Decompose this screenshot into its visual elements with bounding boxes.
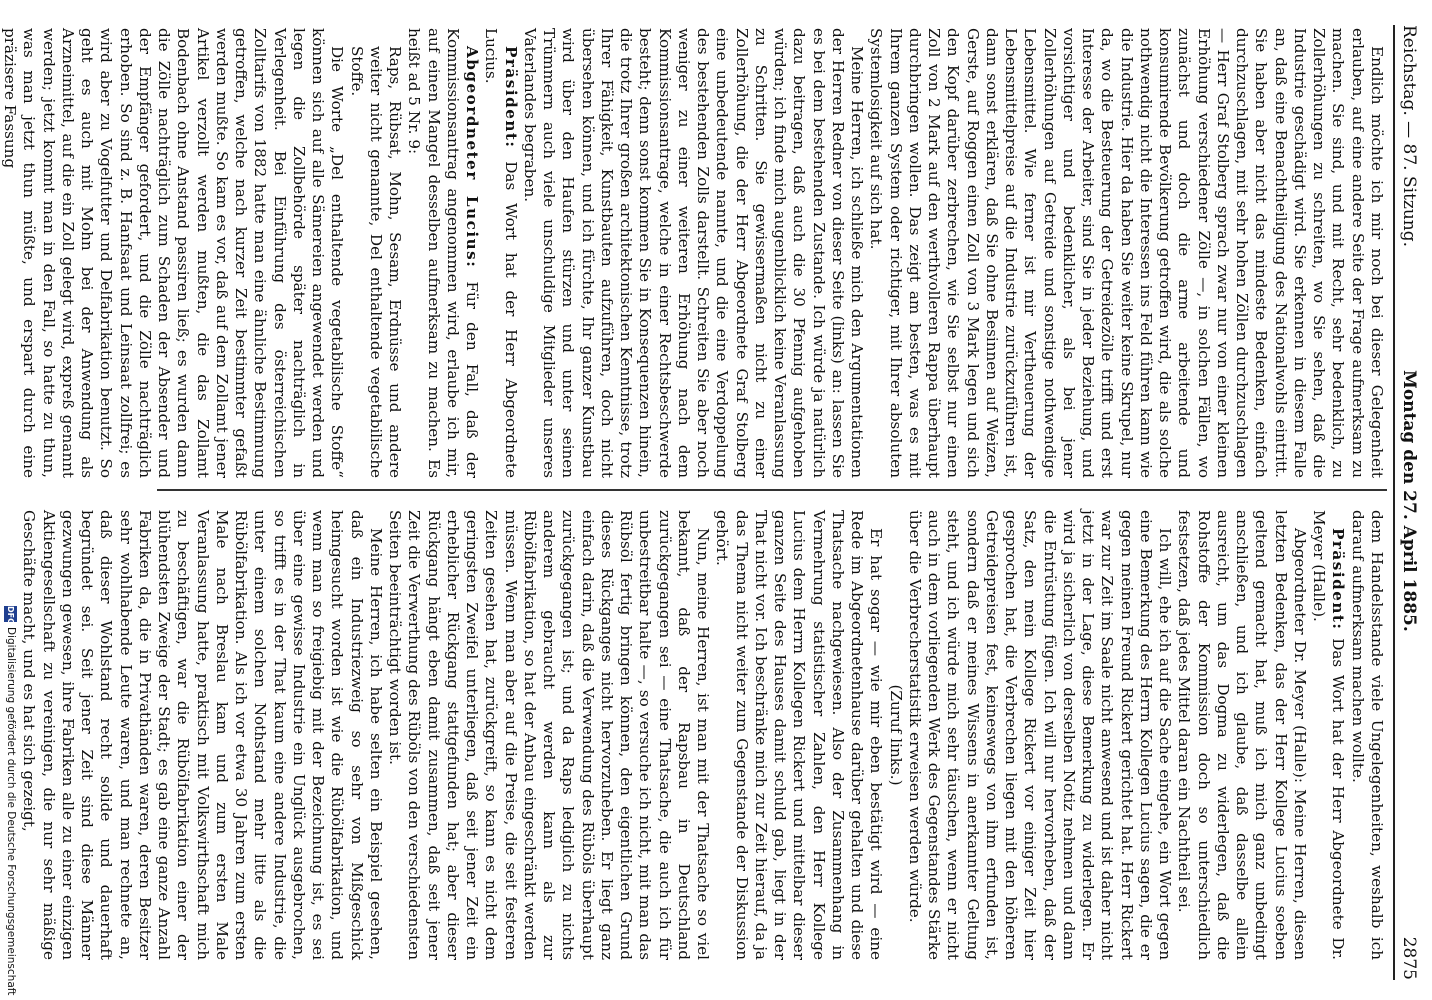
- paragraph: Ich will, ehe ich auf die Sache eingehe, ein Wort gegen eine Bemerkung des Herrn Kollegen Lucius sagen, die er gegen meinen Freund Rickert gerichtet hat. Herr Rickert war zur Zeit im Saale nicht anwesend und ist daher nicht jetzt in der Lage, diese Bemerkung zu widerlegen. Er wird ja sicherlich von derselben Notiz nehmen und dann die Entrüstung fügen. Ich will nur hervorheben, daß der Satz, den mein Kollege Rickert vor einiger Zeit hier gesprochen hat, die Verbrechen liegen mit den höheren Getreidepreisen fest, keineswegs von ihm erfunden ist, sondern daß er meines Wissens in anerkannter Geltung steht, und ich würde mich sehr täuschen, wenn er nicht auch in dem vorliegenden Werk des Gegenstandes Stärke über die Verbrecherstatistik erweisen werden würde.: [906, 510, 1175, 960]
- speaker-statement: [404, 28, 481, 478]
- quoted-item: Raps, Rübsat, Mohn, Sesam, Erdnüsse und andere weiter nicht genannte, Del enthaltende vegetabilische Stoffe.: [347, 46, 405, 478]
- header-date: Montag den 27. April 1885.: [1399, 370, 1419, 632]
- speaker-label: Abgeordneter Lucius:: [463, 46, 482, 269]
- header-session: Reichstag. — 87. Sitzung.: [1399, 25, 1419, 248]
- digitization-note: [1, 606, 21, 996]
- header-rule: [1393, 25, 1395, 980]
- paragraph: dem Handelsstande viele Ungelegenheiten, weshalb ich darauf aufmerksam machen wollte.: [1348, 510, 1386, 960]
- page-number: 2875: [1399, 936, 1419, 980]
- interjection: (Zuruf links.): [886, 684, 905, 786]
- left-column: [0, 28, 1386, 478]
- statement-text: Das Wort hat der Herr Abgeordnete Dr. Meyer (Halle).: [1310, 510, 1348, 960]
- right-column: [19, 510, 1386, 960]
- paragraph: Meine Herren, ich schließe mich den Argumentationen der Herren Redner von dieser Seite (links) an: lassen Sie es bei dem bestehenden Zustande. Ich würde ja natürlich dazu beitragen, daß auch die 30 Pfennig aufgehoben würden; ich finde mich augenblicklich keine Veranlassung zu Schritten. Sie gewissermaßen nicht zu einer Zollerhöhung, die der Herr Abgeordnete Graf Stolberg eine unbedeutende nannte, und die eine Verdoppelung des bestehenden Zolls darstellt. Schreiten Sie aber noch weniger zu einer weiteren Erhöhung nach dem Kommissionsantrage, welche in einer Rechtsbeschwerde besteht; denn sonst kommen Sie in Konsequenzen hinein, die trotz Ihrer großen architektonischen Kenntnisse, trotz Ihrer Fähigkeit, Kunstbauten aufzuführen, doch nicht übersehen können, und ich fürchte, Ihr ganzer Kunstbau wird über den Haufen stürzen und unter seinen Trümmern auch viele unschuldige Mitglieder unseres Vaterlandes begraben.: [521, 28, 867, 478]
- speaker-label: Präsident:: [1329, 528, 1348, 631]
- speaker-label: Präsident:: [501, 46, 520, 149]
- statement-text: Das Wort hat der Herr Abgeordnete Lucius.: [482, 28, 520, 478]
- digitization-text: Digitalisierung gefördert durch die Deutsche Forschungsgemeinschaft: [5, 627, 17, 996]
- page-header: [1396, 25, 1422, 980]
- paragraph: Nun, meine Herren, ist man mit der Thatsache so viel bekannt, daß der Rapsbau in Deutschland zurückgegangen sei — eine Thatsache, die auch ich für unbestreitbar halte —, so versuche ich nicht, mit man das Rübsöl fertig bringen können, den eigentlichen Grund dieses Rückganges nicht hervorzuheben. Er liegt ganz einfach darin, daß die Verwendung des Rüböls überhaupt zurückgegangen ist; und da Raps lediglich zu nichts anderem gebraucht werden kann als zur Rübölfabrikation, so hat der Anbau eingeschränkt werden müssen. Wenn man aber auf die Preise, die seit festeren Zeiten gesehen hat, zurückgreift, so kann es nicht dem geringsten Zweifel unterliegen, daß seit jener Zeit ein erheblicher Rückgang stattgefunden hat; aber dieser Rückgang hängt eben damit zusammen, daß seit jener Zeit die Verwerthung des Rüböls von den verschiedensten Seiten beeinträchtigt worden ist.: [386, 510, 713, 960]
- paragraph: Endlich möchte ich mir noch bei dieser Gelegenheit erlauben, auf eine andere Seite der Frage aufmerksam zu machen. Sie sind, und mit Recht, sehr bedenklich, zu Zollerhöhungen zu schreiten, wo Sie sehen, daß die Industrie geschädigt wird. Sie erkennen in diesem Falle an, daß eine Benachtheiligung des Nationalwohls eintritt. Sie haben aber nicht das mindeste Bedenken, einfach durchzuschlagen, mit sehr hohen Zöllen durchzuschlagen — Herr Graf Stolberg sprach zwar nur von einer kleinen Erhöhung verschiedener Zölle —, in solchen Fällen, wo zunächst und doch die arme arbeitende und konsumirende Bevölkerung getroffen wird, die als solche nothwendig nicht die Interessen ins Feld führen kann wie die Industrie. Hier da haben Sie weiter keine Skrupel, nur da, wo die Besteuerung der Getreidezölle trifft und erst Interesse der Arbeiter, sind Sie in jeder Beziehung, und vorsichtiger und bedenklicher, als bei jener Zollerhöhungen auf Getreide und sonstige nothwendige Lebensmittel. Wie ferner ist mir Vertheuerung der Lebensmittelpreise auf die Industrie zurückzuführen ist, dann sonst erklären, daß Sie ohne Besinnen auf Weizen, Gerste, auf Roggen einen Zoll von 3 Mark legen und sich den Kopf darüber zerbrechen, wie Sie selbst nur einen Zoll von 2 Mark auf den werthvolleren Rappa überhaupt durchbringen wollen. Das zeigt am besten, was es mit Ihrem ganzen System oder richtiger, mit Ihrer absoluten Systemlosigkeit auf sich hat.: [867, 28, 1386, 478]
- president-statement: [1309, 510, 1348, 960]
- paragraph: Er hat sogar — wie mir eben bestätigt wird — eine Rede im Abgeordnetenhause darüber gehalten und diese Thatsache nachgewiesen. Also der Zusammenhang in Vermehrung statistischer Zahlen, den Herr Kollege Lucius dem Herrn Kollegen Rickert und mittelbar dieser ganzen Seite des Hauses damit schuld gab, liegt in der That nicht vor. Ich beschränke mich zur Zeit hierauf, da ja das Thema nicht weiter zum Gegenstande der Diskussion gehört.: [713, 510, 886, 960]
- paragraph: Meine Herren, ich habe selten ein Beispiel gesehen, daß ein Industriezweig so sehr von Mißgeschick heimgesucht worden ist wie die Rübölfabrikation, und wenn man so freigiebig mit der Bezeichnung ist, es sei über eine gewisse Industrie ein Unglück ausgebrochen, so trifft es in der That kaum eine andere Industrie, die unter einem solchen Nothstand mehr litte als die Rübölfabrikation. Als ich vor etwa 30 Jahren zum ersten Male nach Breslau kam und zum ersten Male Veranlassung hatte, praktisch mit Volkswirthschaft mich zu beschäftigen, war die Rübölfabrikation einer der blühendsten Zweige der Stadt; es gab eine ganze Anzahl Fabriken da, die in Privathänden waren, deren Besitzer sehr wohlhabende Leute waren, und man rechnete an, daß dieser Wohlstand recht solide und dauerhaft begründet sei. Seit jener Zeit sind diese Männer gezwungen gewesen, ihre Fabriken alle zu einer einzigen Aktiengesellschaft zu vereinigen, die nur sehr mäßige Geschäfte macht, und es hat sich gezeigt,: [20, 510, 385, 960]
- statement-text: Für den Fall, daß der Kommissionsantrag angenommen wird, erlaube ich mir, auf einen Mangel desselben aufmerksam zu machen. Es heißt ad 5 Nr. 9:: [405, 28, 482, 479]
- president-statement: [481, 28, 520, 478]
- column-divider: [157, 489, 1387, 491]
- dfg-logo-icon: DFG: [6, 606, 16, 625]
- paragraph: Die Worte „Del enthaltende vegetabilische Stoffe“ können sich auf alle Sämereien angewendet werden und legen die Zollbehörde später nachträglich in Verlegenheit. Bei Einführung des österreichischen Zolltarifs von 1882 hatte man eine ähnliche Bestimmung getroffen, welche nach kurzer Zeit bestimmter gefaßt werden mußte. So kam es vor, daß auf dem Zollamt jener Artikel verzollt werden mußten, die das Zollamt Bodenbach ohne Anstand passiren ließ; es wurden dann die Zölle nachträglich zum Schaden der Absender und der Empfänger gefordert, und die Zölle nachträglich erhoben. So sind z. B. Hanfsaat und Leinsaat zollfrei; es wird aber zu Vogelfutter und Delfabrikation benutzt. So geht es auch mit Mohn bei der Anwendung als Arzneimittel, auf die ein Zoll gelegt wird, expreß genannt werden; jetzt kommt man in den Fall, so hatte zu thun, was man jetzt thun müßte, und erspart durch eine präzisere Fassung: [1, 28, 347, 478]
- paragraph: Abgeordneter Dr. Meyer (Halle): Meine Herren, diesen letzten Bedenken, das der Herr Kollege Lucius soeben geltend gemacht hat, muß ich mich ganz unbedingt anschließen, und ich glaube, daß dasselbe allein ausreicht, um das Dogma zu widerlegen, daß die Rohstoffe der Kommission doch so unterschiedlich festsetzen, daß jedes Mittel daran ein Nachtheil sei.: [1175, 510, 1309, 960]
